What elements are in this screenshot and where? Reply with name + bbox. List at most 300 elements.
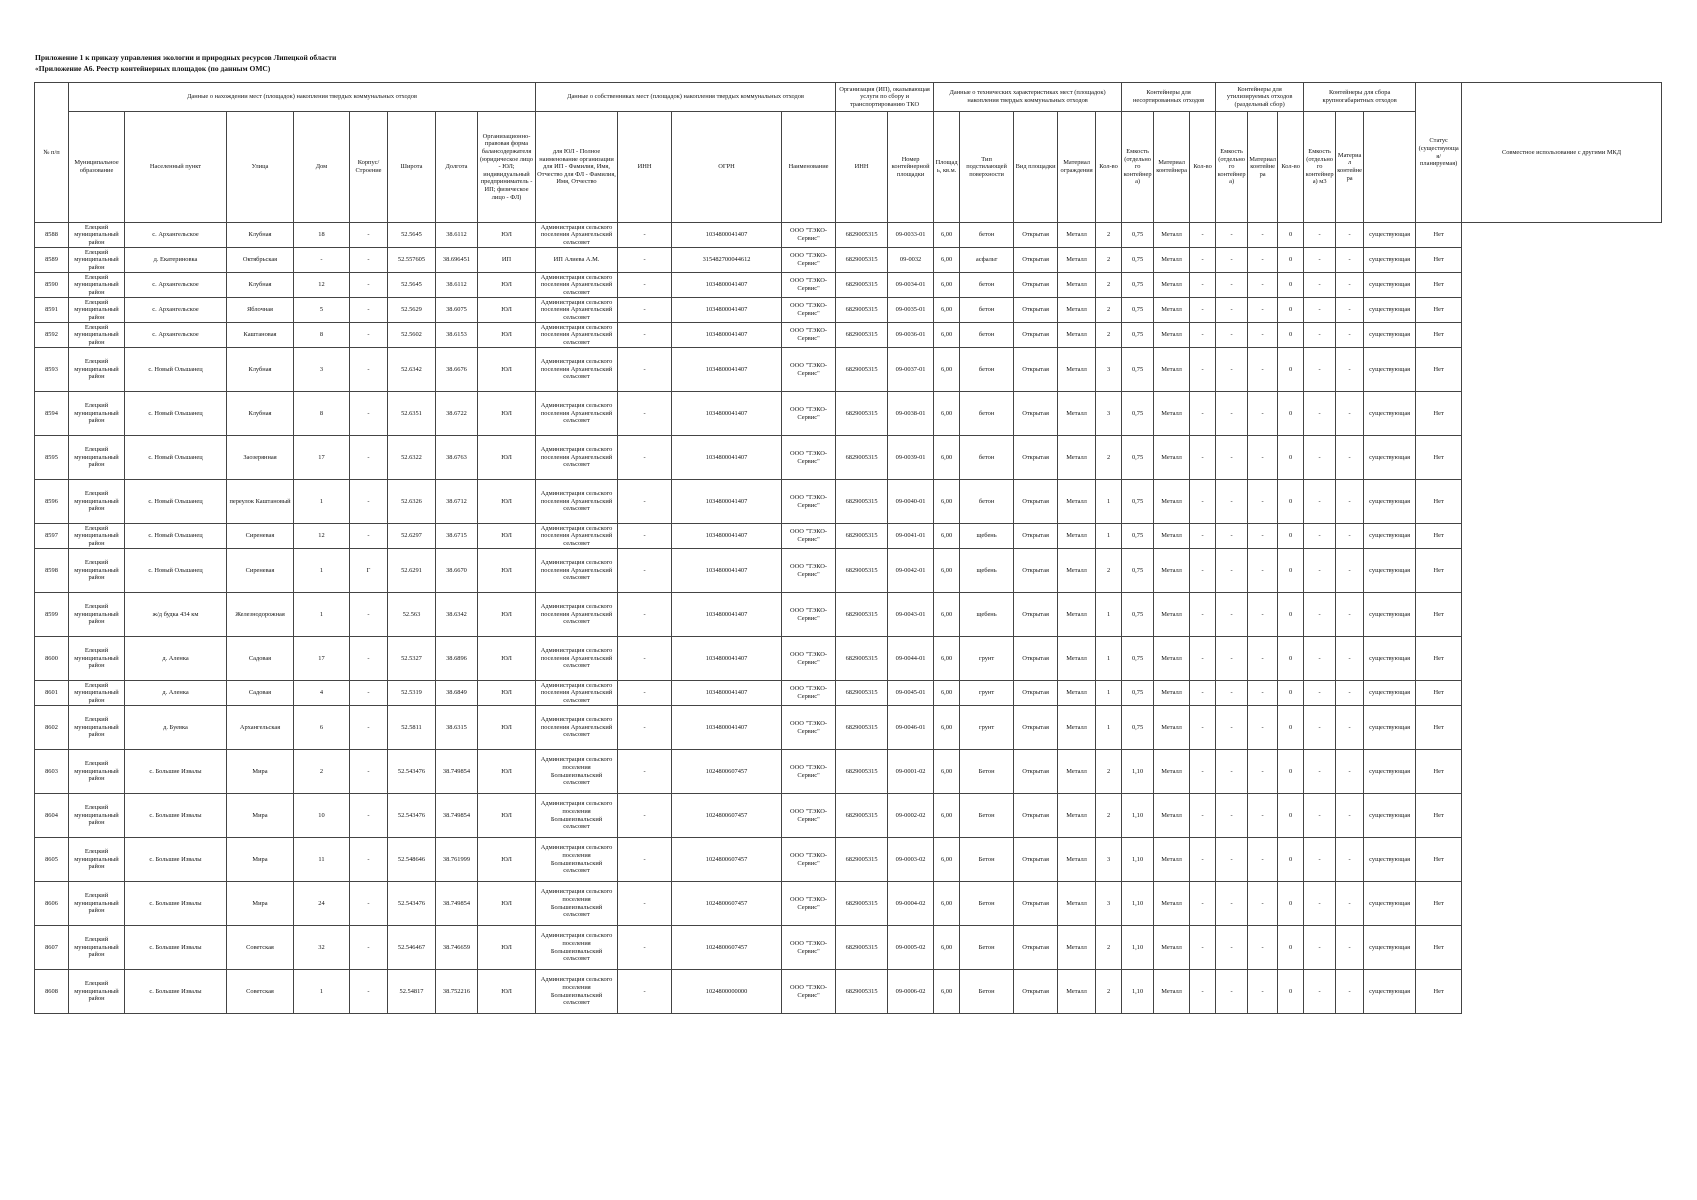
table-cell: - (1248, 480, 1278, 524)
table-cell: ЮЛ (478, 637, 536, 681)
table-cell: 1,10 (1122, 750, 1154, 794)
table-cell: Садовая (227, 637, 294, 681)
table-cell: - (350, 838, 388, 882)
table-cell: Металл (1058, 926, 1096, 970)
table-cell: бетон (960, 223, 1014, 248)
table-cell: 52.5645 (388, 223, 436, 248)
table-cell: Елецкий муниципальный район (69, 248, 125, 273)
table-cell: 38.6112 (436, 223, 478, 248)
table-cell: Металл (1154, 593, 1190, 637)
column-header-0: Муниципальное образование (69, 112, 125, 223)
table-cell: - (1336, 298, 1364, 323)
table-cell: Администрация сельского поселения Архангельский сельсовет (536, 273, 618, 298)
table-cell: существующая (1364, 681, 1416, 706)
table-cell: ООО "ТЭКО-Сервис" (782, 750, 836, 794)
table-cell: 6,00 (934, 480, 960, 524)
table-cell: 52.5327 (388, 637, 436, 681)
table-cell: Открытая (1014, 392, 1058, 436)
table-cell: ООО "ТЭКО-Сервис" (782, 706, 836, 750)
table-cell: ООО "ТЭКО-Сервис" (782, 838, 836, 882)
table-cell: 0 (1278, 223, 1304, 248)
table-cell: 32 (294, 926, 350, 970)
table-cell: Металл (1058, 970, 1096, 1014)
table-cell: 52.5319 (388, 681, 436, 706)
column-header-6: Долгота (436, 112, 478, 223)
table-cell: Нет (1416, 926, 1462, 970)
table-cell: - (350, 323, 388, 348)
table-cell: Металл (1058, 549, 1096, 593)
table-cell: 52.5629 (388, 298, 436, 323)
table-cell: - (1248, 524, 1278, 549)
table-cell: - (1304, 706, 1336, 750)
table-cell: 0 (1278, 593, 1304, 637)
table-cell: - (1190, 593, 1216, 637)
table-cell: 52.5811 (388, 706, 436, 750)
table-cell: 3 (1096, 348, 1122, 392)
table-cell: 0,75 (1122, 392, 1154, 436)
table-cell: - (1248, 549, 1278, 593)
table-cell: щебень (960, 593, 1014, 637)
column-header-1: Населенный пункт (125, 112, 227, 223)
table-cell: - (1190, 681, 1216, 706)
table-cell: 0,75 (1122, 593, 1154, 637)
table-cell: 1024800607457 (672, 882, 782, 926)
table-cell: 1034800041407 (672, 392, 782, 436)
table-cell: Елецкий муниципальный район (69, 524, 125, 549)
table-cell: - (1248, 750, 1278, 794)
table-cell: ЮЛ (478, 323, 536, 348)
table-cell: 52.548646 (388, 838, 436, 882)
table-cell: - (1304, 248, 1336, 273)
column-header-19: Емкость (отдельного контейнера) (1122, 112, 1154, 223)
table-cell: 8588 (35, 223, 69, 248)
table-cell: Елецкий муниципальный район (69, 480, 125, 524)
table-cell: 09-0001-02 (888, 750, 934, 794)
table-cell: 1 (294, 970, 350, 1014)
table-cell: Нет (1416, 524, 1462, 549)
table-cell: Нет (1416, 436, 1462, 480)
table-cell: Открытая (1014, 838, 1058, 882)
table-cell: Открытая (1014, 882, 1058, 926)
table-cell: Открытая (1014, 706, 1058, 750)
table-cell: 1 (294, 593, 350, 637)
table-cell: Металл (1058, 392, 1096, 436)
table-cell: - (1304, 838, 1336, 882)
table-cell: 09-0039-01 (888, 436, 934, 480)
table-cell: Елецкий муниципальный район (69, 348, 125, 392)
table-cell: ЮЛ (478, 480, 536, 524)
table-cell: - (1216, 323, 1248, 348)
table-cell: Металл (1154, 248, 1190, 273)
header-group-3: Организация (ИП), оказывающая услуги по сбору и транспортированию ТКО (836, 83, 934, 112)
table-cell: ООО "ТЭКО-Сервис" (782, 926, 836, 970)
table-cell: Администрация сельского поселения Большеизвальский сельсовет (536, 970, 618, 1014)
table-cell: 8593 (35, 348, 69, 392)
table-cell: 0,75 (1122, 273, 1154, 298)
table-cell: 6829005315 (836, 298, 888, 323)
table-cell: - (1336, 392, 1364, 436)
table-cell: ООО "ТЭКО-Сервис" (782, 970, 836, 1014)
table-cell: - (350, 273, 388, 298)
table-cell: - (1248, 882, 1278, 926)
table-cell: Мира (227, 838, 294, 882)
table-cell: д. Буевка (125, 706, 227, 750)
table-cell: - (350, 348, 388, 392)
table-cell: ООО "ТЭКО-Сервис" (782, 223, 836, 248)
table-cell: 52.6297 (388, 524, 436, 549)
table-cell: 38.6153 (436, 323, 478, 348)
table-cell: - (1336, 248, 1364, 273)
table-cell: Металл (1154, 794, 1190, 838)
table-cell: Нет (1416, 248, 1462, 273)
table-cell: 0 (1278, 348, 1304, 392)
table-cell: с. Архангельское (125, 323, 227, 348)
table-cell: Каштановая (227, 323, 294, 348)
table-cell: Открытая (1014, 637, 1058, 681)
table-cell: Открытая (1014, 681, 1058, 706)
table-cell: бетон (960, 392, 1014, 436)
table-cell: 6,00 (934, 223, 960, 248)
table-cell: - (1304, 882, 1336, 926)
table-cell: 0 (1278, 882, 1304, 926)
table-cell: 6,00 (934, 348, 960, 392)
table-cell: 1,10 (1122, 838, 1154, 882)
table-cell: 6,00 (934, 436, 960, 480)
container-sites-registry-table (34, 82, 1662, 1014)
table-cell: Металл (1058, 223, 1096, 248)
column-header-17: Материал ограждения (1058, 112, 1096, 223)
table-cell: 8598 (35, 549, 69, 593)
table-cell: ЮЛ (478, 392, 536, 436)
table-cell: - (1248, 323, 1278, 348)
table-cell: Нет (1416, 480, 1462, 524)
table-cell: с. Новый Ольшанец (125, 549, 227, 593)
table-cell: - (1304, 223, 1336, 248)
table-cell: 52.6291 (388, 549, 436, 593)
table-header (35, 83, 1662, 223)
table-cell: 52.6342 (388, 348, 436, 392)
table-cell: Администрация сельского поселения Архангельский сельсовет (536, 348, 618, 392)
table-cell: Администрация сельского поселения Архангельский сельсовет (536, 223, 618, 248)
table-cell: Металл (1154, 298, 1190, 323)
table-cell: Елецкий муниципальный район (69, 838, 125, 882)
table-cell: ООО "ТЭКО-Сервис" (782, 637, 836, 681)
column-header-24: Кол-во (1278, 112, 1304, 223)
table-cell: - (1216, 480, 1248, 524)
table-row (35, 348, 1662, 392)
table-cell: 0 (1278, 392, 1304, 436)
table-cell: Елецкий муниципальный район (69, 681, 125, 706)
table-cell: с. Новый Ольшанец (125, 348, 227, 392)
table-cell: 8595 (35, 436, 69, 480)
table-cell: 12 (294, 524, 350, 549)
column-header-22: Емкость (отдельного контейнера) (1216, 112, 1248, 223)
table-cell: 09-0046-01 (888, 706, 934, 750)
table-cell: - (350, 750, 388, 794)
table-cell: 1034800041407 (672, 593, 782, 637)
table-cell: 09-0032 (888, 248, 934, 273)
table-cell: 5 (294, 298, 350, 323)
table-cell: 8605 (35, 838, 69, 882)
table-row (35, 298, 1662, 323)
table-cell: - (1304, 348, 1336, 392)
table-cell: - (618, 298, 672, 323)
table-cell: - (1248, 273, 1278, 298)
table-cell: существующая (1364, 549, 1416, 593)
table-cell: 6,00 (934, 298, 960, 323)
table-cell: Елецкий муниципальный район (69, 926, 125, 970)
table-cell: 1,10 (1122, 970, 1154, 1014)
table-row (35, 794, 1662, 838)
table-cell: 6,00 (934, 750, 960, 794)
table-cell: Металл (1058, 323, 1096, 348)
table-cell: 38.6112 (436, 273, 478, 298)
table-cell: 1024800607457 (672, 794, 782, 838)
table-cell: ИП Алиева А.М. (536, 248, 618, 273)
table-cell: 4 (294, 681, 350, 706)
table-cell: ЮЛ (478, 681, 536, 706)
table-cell: - (1216, 223, 1248, 248)
table-cell: - (1304, 436, 1336, 480)
table-cell: грунт (960, 706, 1014, 750)
table-cell: 6829005315 (836, 593, 888, 637)
table-cell: Нет (1416, 323, 1462, 348)
table-cell: - (1336, 970, 1364, 1014)
table-cell: - (1216, 273, 1248, 298)
table-cell: с. Архангельское (125, 298, 227, 323)
table-cell: - (350, 681, 388, 706)
column-header-9: ИНН (618, 112, 672, 223)
table-cell: 8 (294, 323, 350, 348)
table-cell: 3 (294, 348, 350, 392)
table-cell: - (1190, 273, 1216, 298)
table-cell: 38.6676 (436, 348, 478, 392)
table-cell: 10 (294, 794, 350, 838)
table-cell: - (350, 524, 388, 549)
column-header-23: Материал контейнера (1248, 112, 1278, 223)
table-cell: 6,00 (934, 323, 960, 348)
table-cell: 1 (1096, 706, 1122, 750)
table-cell: 8600 (35, 637, 69, 681)
table-cell: - (1190, 926, 1216, 970)
table-cell: 09-0033-01 (888, 223, 934, 248)
table-cell: - (618, 549, 672, 593)
column-header-25: Емкость (отдельного контейнера) м3 (1304, 112, 1336, 223)
table-cell: 09-0040-01 (888, 480, 934, 524)
table-cell: Металл (1154, 223, 1190, 248)
table-cell: - (1190, 524, 1216, 549)
table-cell: д. Аленка (125, 637, 227, 681)
table-cell: - (1304, 637, 1336, 681)
table-cell: 0 (1278, 480, 1304, 524)
table-cell: Клубная (227, 223, 294, 248)
table-cell: 6829005315 (836, 637, 888, 681)
table-cell: - (1304, 593, 1336, 637)
table-cell: 52.6351 (388, 392, 436, 436)
table-cell: Открытая (1014, 970, 1058, 1014)
header-group-0: № п/п (35, 83, 69, 223)
table-cell: - (1216, 838, 1248, 882)
table-cell: Администрация сельского поселения Архангельский сельсовет (536, 681, 618, 706)
table-cell: Советская (227, 926, 294, 970)
table-cell: 8608 (35, 970, 69, 1014)
table-cell: Нет (1416, 392, 1462, 436)
table-cell: - (1216, 549, 1248, 593)
table-cell: Администрация сельского поселения Архангельский сельсовет (536, 298, 618, 323)
table-cell: 09-0006-02 (888, 970, 934, 1014)
table-cell: - (350, 926, 388, 970)
table-cell: Металл (1154, 273, 1190, 298)
table-cell: 1034800041407 (672, 681, 782, 706)
table-cell: Администрация сельского поселения Архангельский сельсовет (536, 436, 618, 480)
table-cell: Мира (227, 882, 294, 926)
table-cell: ЮЛ (478, 348, 536, 392)
table-cell: 6829005315 (836, 970, 888, 1014)
table-cell: - (1190, 436, 1216, 480)
table-row (35, 480, 1662, 524)
table-cell: - (1336, 681, 1364, 706)
table-cell: ЮЛ (478, 273, 536, 298)
table-cell: бетон (960, 273, 1014, 298)
table-cell: 1 (1096, 593, 1122, 637)
table-cell: - (1336, 323, 1364, 348)
table-cell: ООО "ТЭКО-Сервис" (782, 392, 836, 436)
table-cell: Металл (1058, 480, 1096, 524)
table-cell: 8594 (35, 392, 69, 436)
table-cell: 8606 (35, 882, 69, 926)
table-row (35, 392, 1662, 436)
table-cell: 09-0041-01 (888, 524, 934, 549)
header-group-6: Контейнеры для утилизируемых отходов (раздельный сбор) (1216, 83, 1304, 112)
column-header-5: Широта (388, 112, 436, 223)
table-cell: Администрация сельского поселения Архангельский сельсовет (536, 480, 618, 524)
table-cell: 0 (1278, 549, 1304, 593)
table-cell: 24 (294, 882, 350, 926)
table-cell: - (618, 480, 672, 524)
table-cell: асфальт (960, 248, 1014, 273)
table-cell: с. Новый Ольшанец (125, 436, 227, 480)
table-cell: 8597 (35, 524, 69, 549)
table-cell: бетон (960, 436, 1014, 480)
table-cell: ЮЛ (478, 750, 536, 794)
table-cell: 1 (1096, 480, 1122, 524)
table-cell: 38.6763 (436, 436, 478, 480)
table-cell: 8599 (35, 593, 69, 637)
table-cell: - (1216, 248, 1248, 273)
table-cell: 52.54817 (388, 970, 436, 1014)
table-cell: с. Новый Ольшанец (125, 524, 227, 549)
table-cell: Елецкий муниципальный район (69, 637, 125, 681)
table-cell: Металл (1154, 348, 1190, 392)
table-cell: - (1216, 637, 1248, 681)
table-cell: с. Новый Ольшанец (125, 480, 227, 524)
table-cell: - (1216, 436, 1248, 480)
table-cell: Металл (1154, 480, 1190, 524)
table-cell: - (1336, 882, 1364, 926)
table-cell: ЮЛ (478, 549, 536, 593)
table-cell: - (618, 637, 672, 681)
table-cell: - (350, 593, 388, 637)
table-cell: Администрация сельского поселения Архангельский сельсовет (536, 392, 618, 436)
table-cell: 0 (1278, 298, 1304, 323)
table-cell: существующая (1364, 838, 1416, 882)
column-header-7: Организационно-правовая форма балансодержателя (юридическое лицо - ЮЛ; индивидуальный предприниматель - ИП; физическое лицо - ФЛ) (478, 112, 536, 223)
table-cell: 0,75 (1122, 223, 1154, 248)
table-cell: 0,75 (1122, 681, 1154, 706)
table-cell: - (1216, 348, 1248, 392)
table-cell: Администрация сельского поселения Большеизвальский сельсовет (536, 750, 618, 794)
table-cell: - (1190, 970, 1216, 1014)
table-cell: 3 (1096, 392, 1122, 436)
table-cell: ООО "ТЭКО-Сервис" (782, 323, 836, 348)
table-cell: Металл (1058, 273, 1096, 298)
table-cell: - (618, 392, 672, 436)
table-cell: - (294, 248, 350, 273)
table-cell: Нет (1416, 593, 1462, 637)
table-cell: 315482700044612 (672, 248, 782, 273)
table-cell: существующая (1364, 524, 1416, 549)
table-cell: 6,00 (934, 882, 960, 926)
table-cell: - (1336, 524, 1364, 549)
table-row (35, 750, 1662, 794)
table-row (35, 593, 1662, 637)
table-cell: - (1248, 436, 1278, 480)
table-cell: Металл (1154, 323, 1190, 348)
table-cell: - (1190, 706, 1216, 750)
table-cell: - (618, 750, 672, 794)
table-row (35, 223, 1662, 248)
table-cell: 0 (1278, 706, 1304, 750)
table-cell: Открытая (1014, 273, 1058, 298)
table-cell: ЮЛ (478, 524, 536, 549)
table-cell: Г (350, 549, 388, 593)
table-cell: бетон (960, 323, 1014, 348)
column-header-20: Материал контейнера (1154, 112, 1190, 223)
table-cell: - (618, 348, 672, 392)
table-cell: Открытая (1014, 593, 1058, 637)
table-cell: 1,10 (1122, 882, 1154, 926)
table-cell: 38.761999 (436, 838, 478, 882)
table-cell: - (1336, 348, 1364, 392)
table-cell: - (350, 970, 388, 1014)
table-cell: существующая (1364, 273, 1416, 298)
table-cell: 52.563 (388, 593, 436, 637)
table-cell: Открытая (1014, 223, 1058, 248)
table-cell: - (1248, 838, 1278, 882)
table-cell: Администрация сельского поселения Архангельский сельсовет (536, 593, 618, 637)
table-cell: 2 (1096, 298, 1122, 323)
table-cell: Открытая (1014, 298, 1058, 323)
table-cell: 0 (1278, 248, 1304, 273)
table-cell: 1034800041407 (672, 223, 782, 248)
table-cell: - (1216, 794, 1248, 838)
table-cell: существующая (1364, 223, 1416, 248)
table-cell: переулок Каштановый (227, 480, 294, 524)
table-cell: 52.543476 (388, 882, 436, 926)
table-cell: - (1216, 593, 1248, 637)
table-cell: - (1216, 970, 1248, 1014)
table-cell: - (618, 926, 672, 970)
table-cell: 8589 (35, 248, 69, 273)
table-cell: - (1216, 750, 1248, 794)
table-cell: Металл (1154, 970, 1190, 1014)
table-cell: 52.543476 (388, 750, 436, 794)
table-cell: 1024800607457 (672, 838, 782, 882)
table-cell: 09-0042-01 (888, 549, 934, 593)
table-cell: - (1190, 298, 1216, 323)
table-cell: 1 (1096, 681, 1122, 706)
table-cell: 3 (1096, 838, 1122, 882)
